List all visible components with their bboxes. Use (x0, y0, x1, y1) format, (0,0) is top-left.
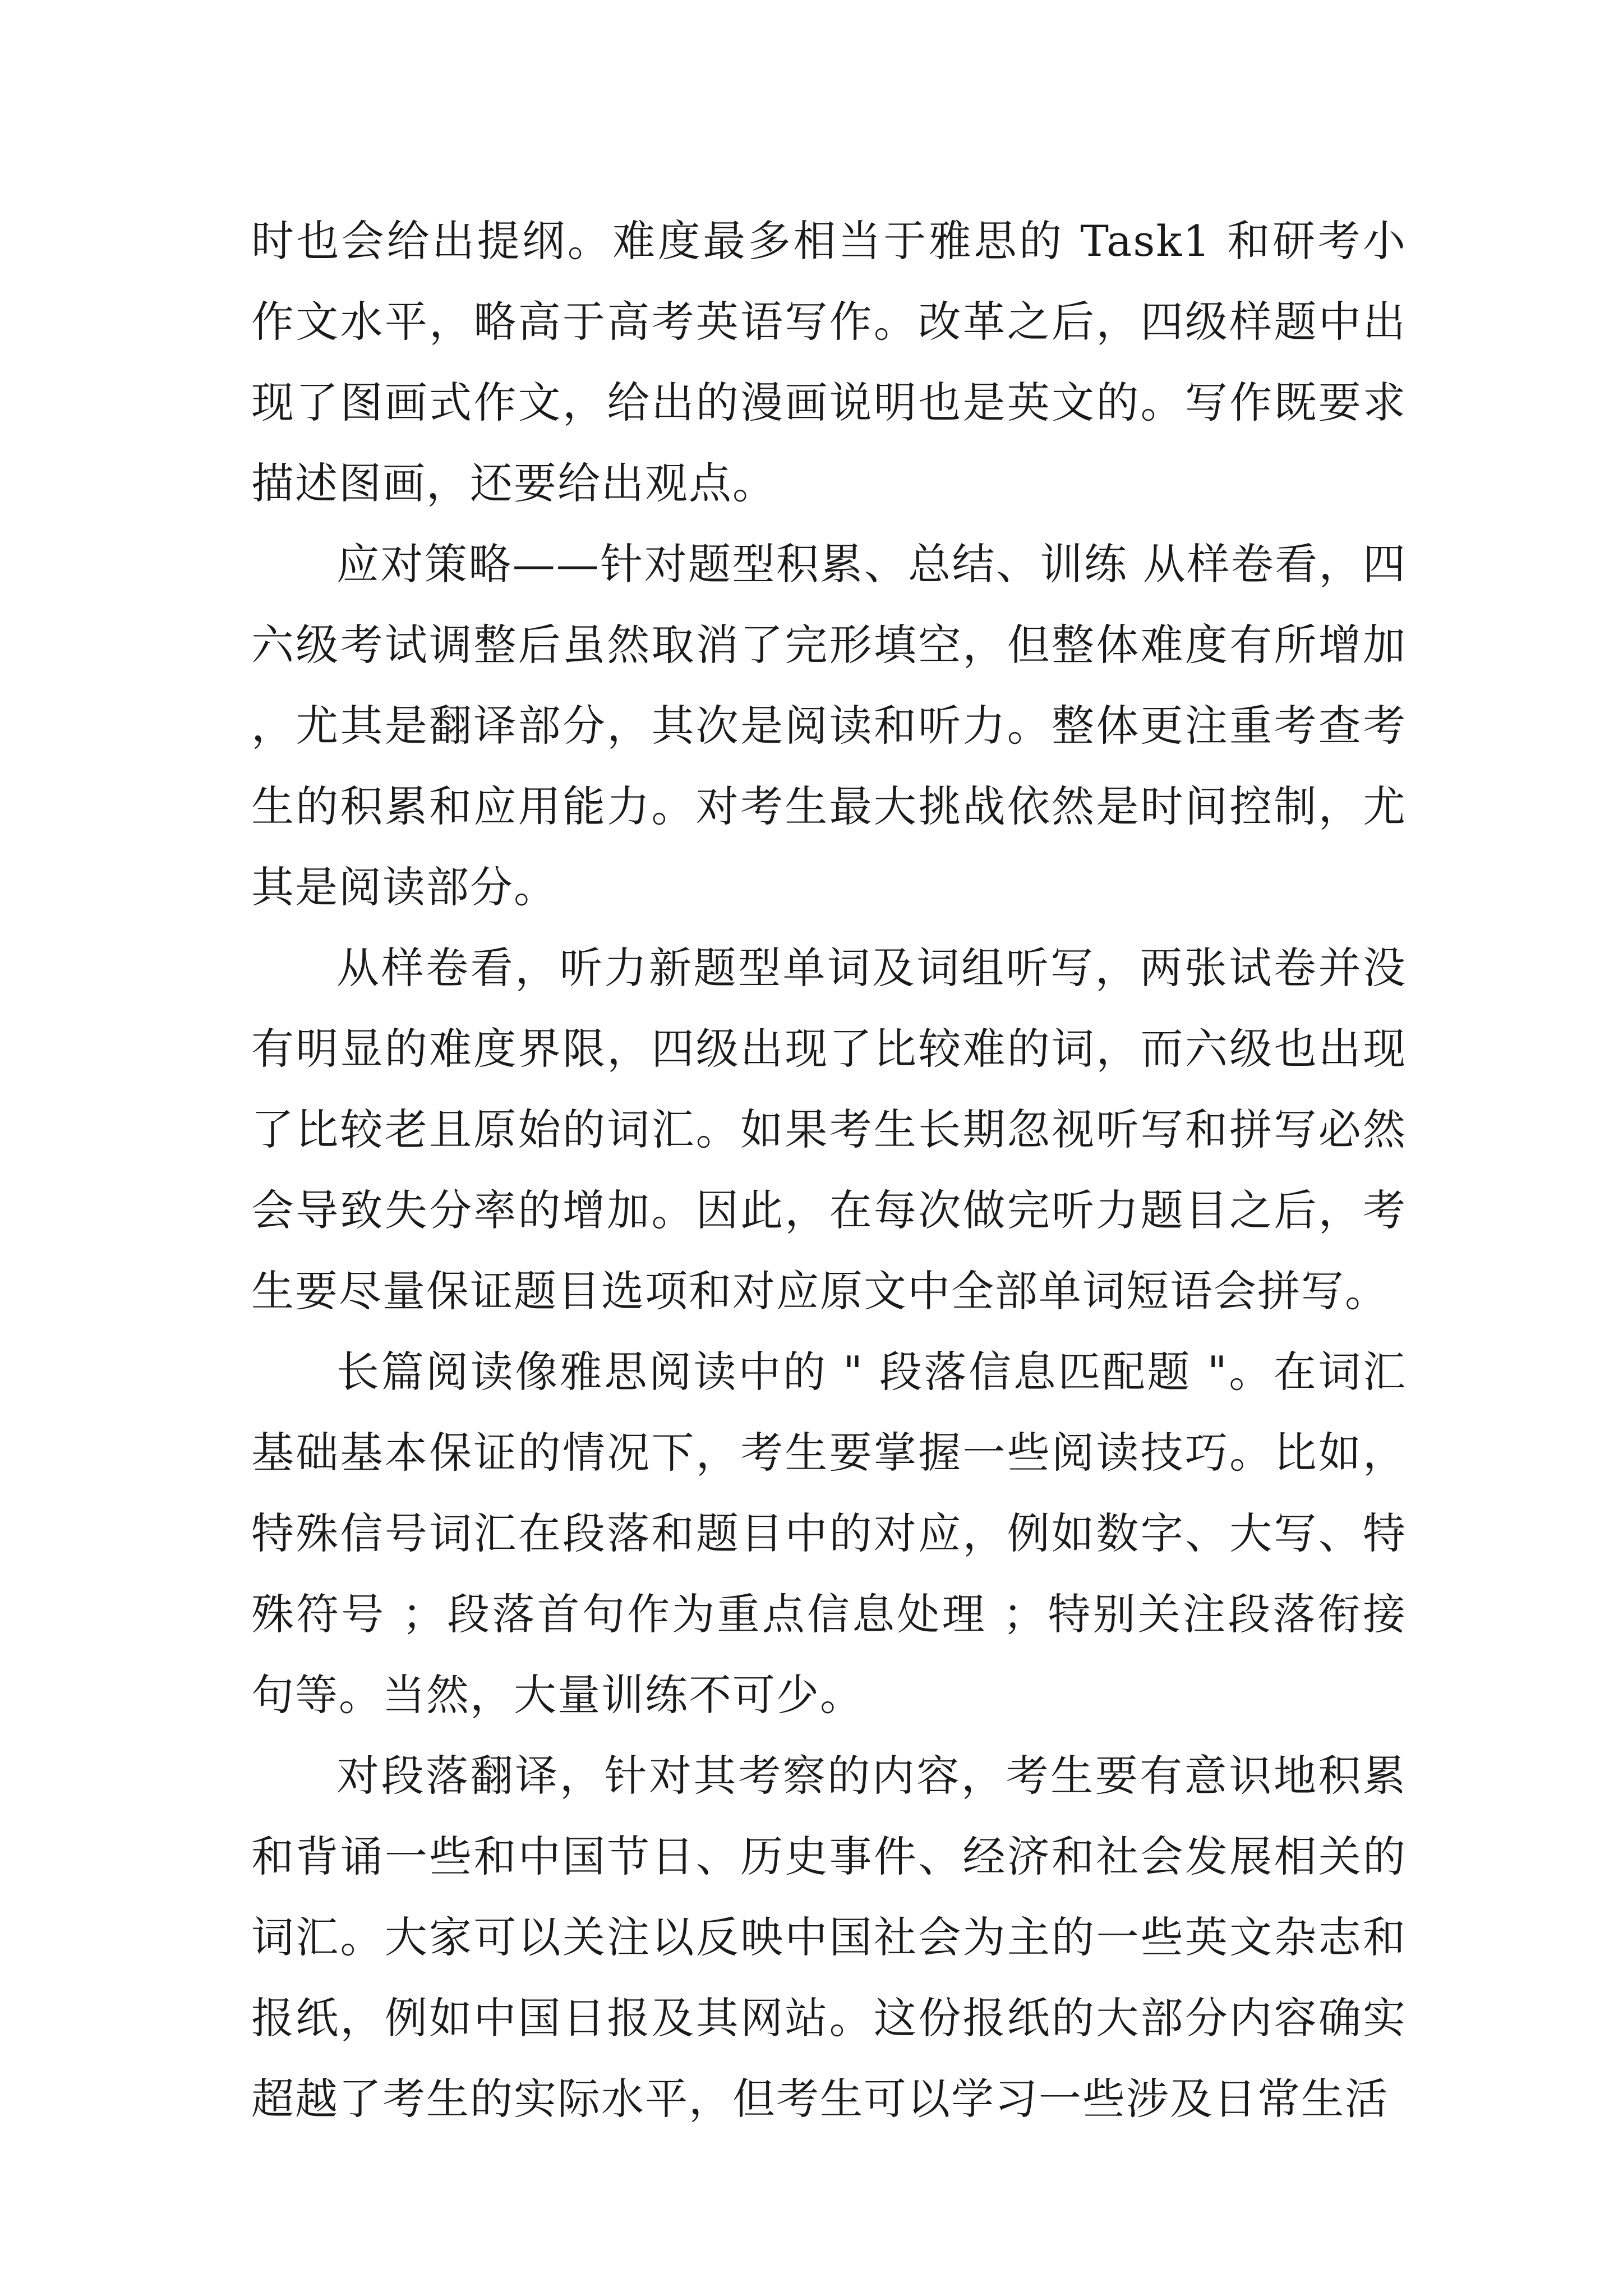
paragraph-listening: 从样卷看，听力新题型单词及词组听写，两张试卷并没有明显的难度界限，四级出现了比较难的词，而六级也出现了比较老且原始的词汇。如果考生长期忽视听写和拼写必然会导致失分率的增加。因此，在每次做完听力题目之后，考生要尽量保证题目选项和对应原文中全部单词短语会拼写。 (251, 943, 1407, 1316)
paragraph-writing-section: 时也会给出提纲。难度最多相当于雅思的 Task1 和研考小作文水平，略高于高考英语写作。改革之后，四级样题中出现了图画式作文，给出的漫画说明也是英文的。写作既要求描述图画，还要给出观点。 (251, 216, 1407, 508)
paragraph-translation: 对段落翻译，针对其考察的内容，考生要有意识地积累和背诵一些和中国节日、历史事件、经济和社会发展相关的词汇。大家可以关注以反映中国社会为主的一些英文杂志和报纸，例如中国日报及其网站。这份报纸的大部分内容确实超越了考生的实际水平，但考生可以学习一些涉及日常生活 (251, 1751, 1407, 2124)
paragraph-long-reading: 长篇阅读像雅思阅读中的 " 段落信息匹配题 "。在词汇基础基本保证的情况下，考生要掌握一些阅读技巧。比如，特殊信号词汇在段落和题目中的对应，例如数字、大写、特殊符号 ；段落首句作为重点信息处理 ；特别关注段落衔接句等。当然，大量训练不可少。 (251, 1347, 1407, 1720)
paragraph-strategy: 应对策略——针对题型积累、总结、训练 从样卷看，四六级考试调整后虽然取消了完形填空，但整体难度有所增加，尤其是翻译部分，其次是阅读和听力。整体更注重考查考生的积累和应用能力。对考生最大挑战依然是时间控制，尤其是阅读部分。 (251, 539, 1407, 912)
document-body (251, 201, 1407, 2139)
